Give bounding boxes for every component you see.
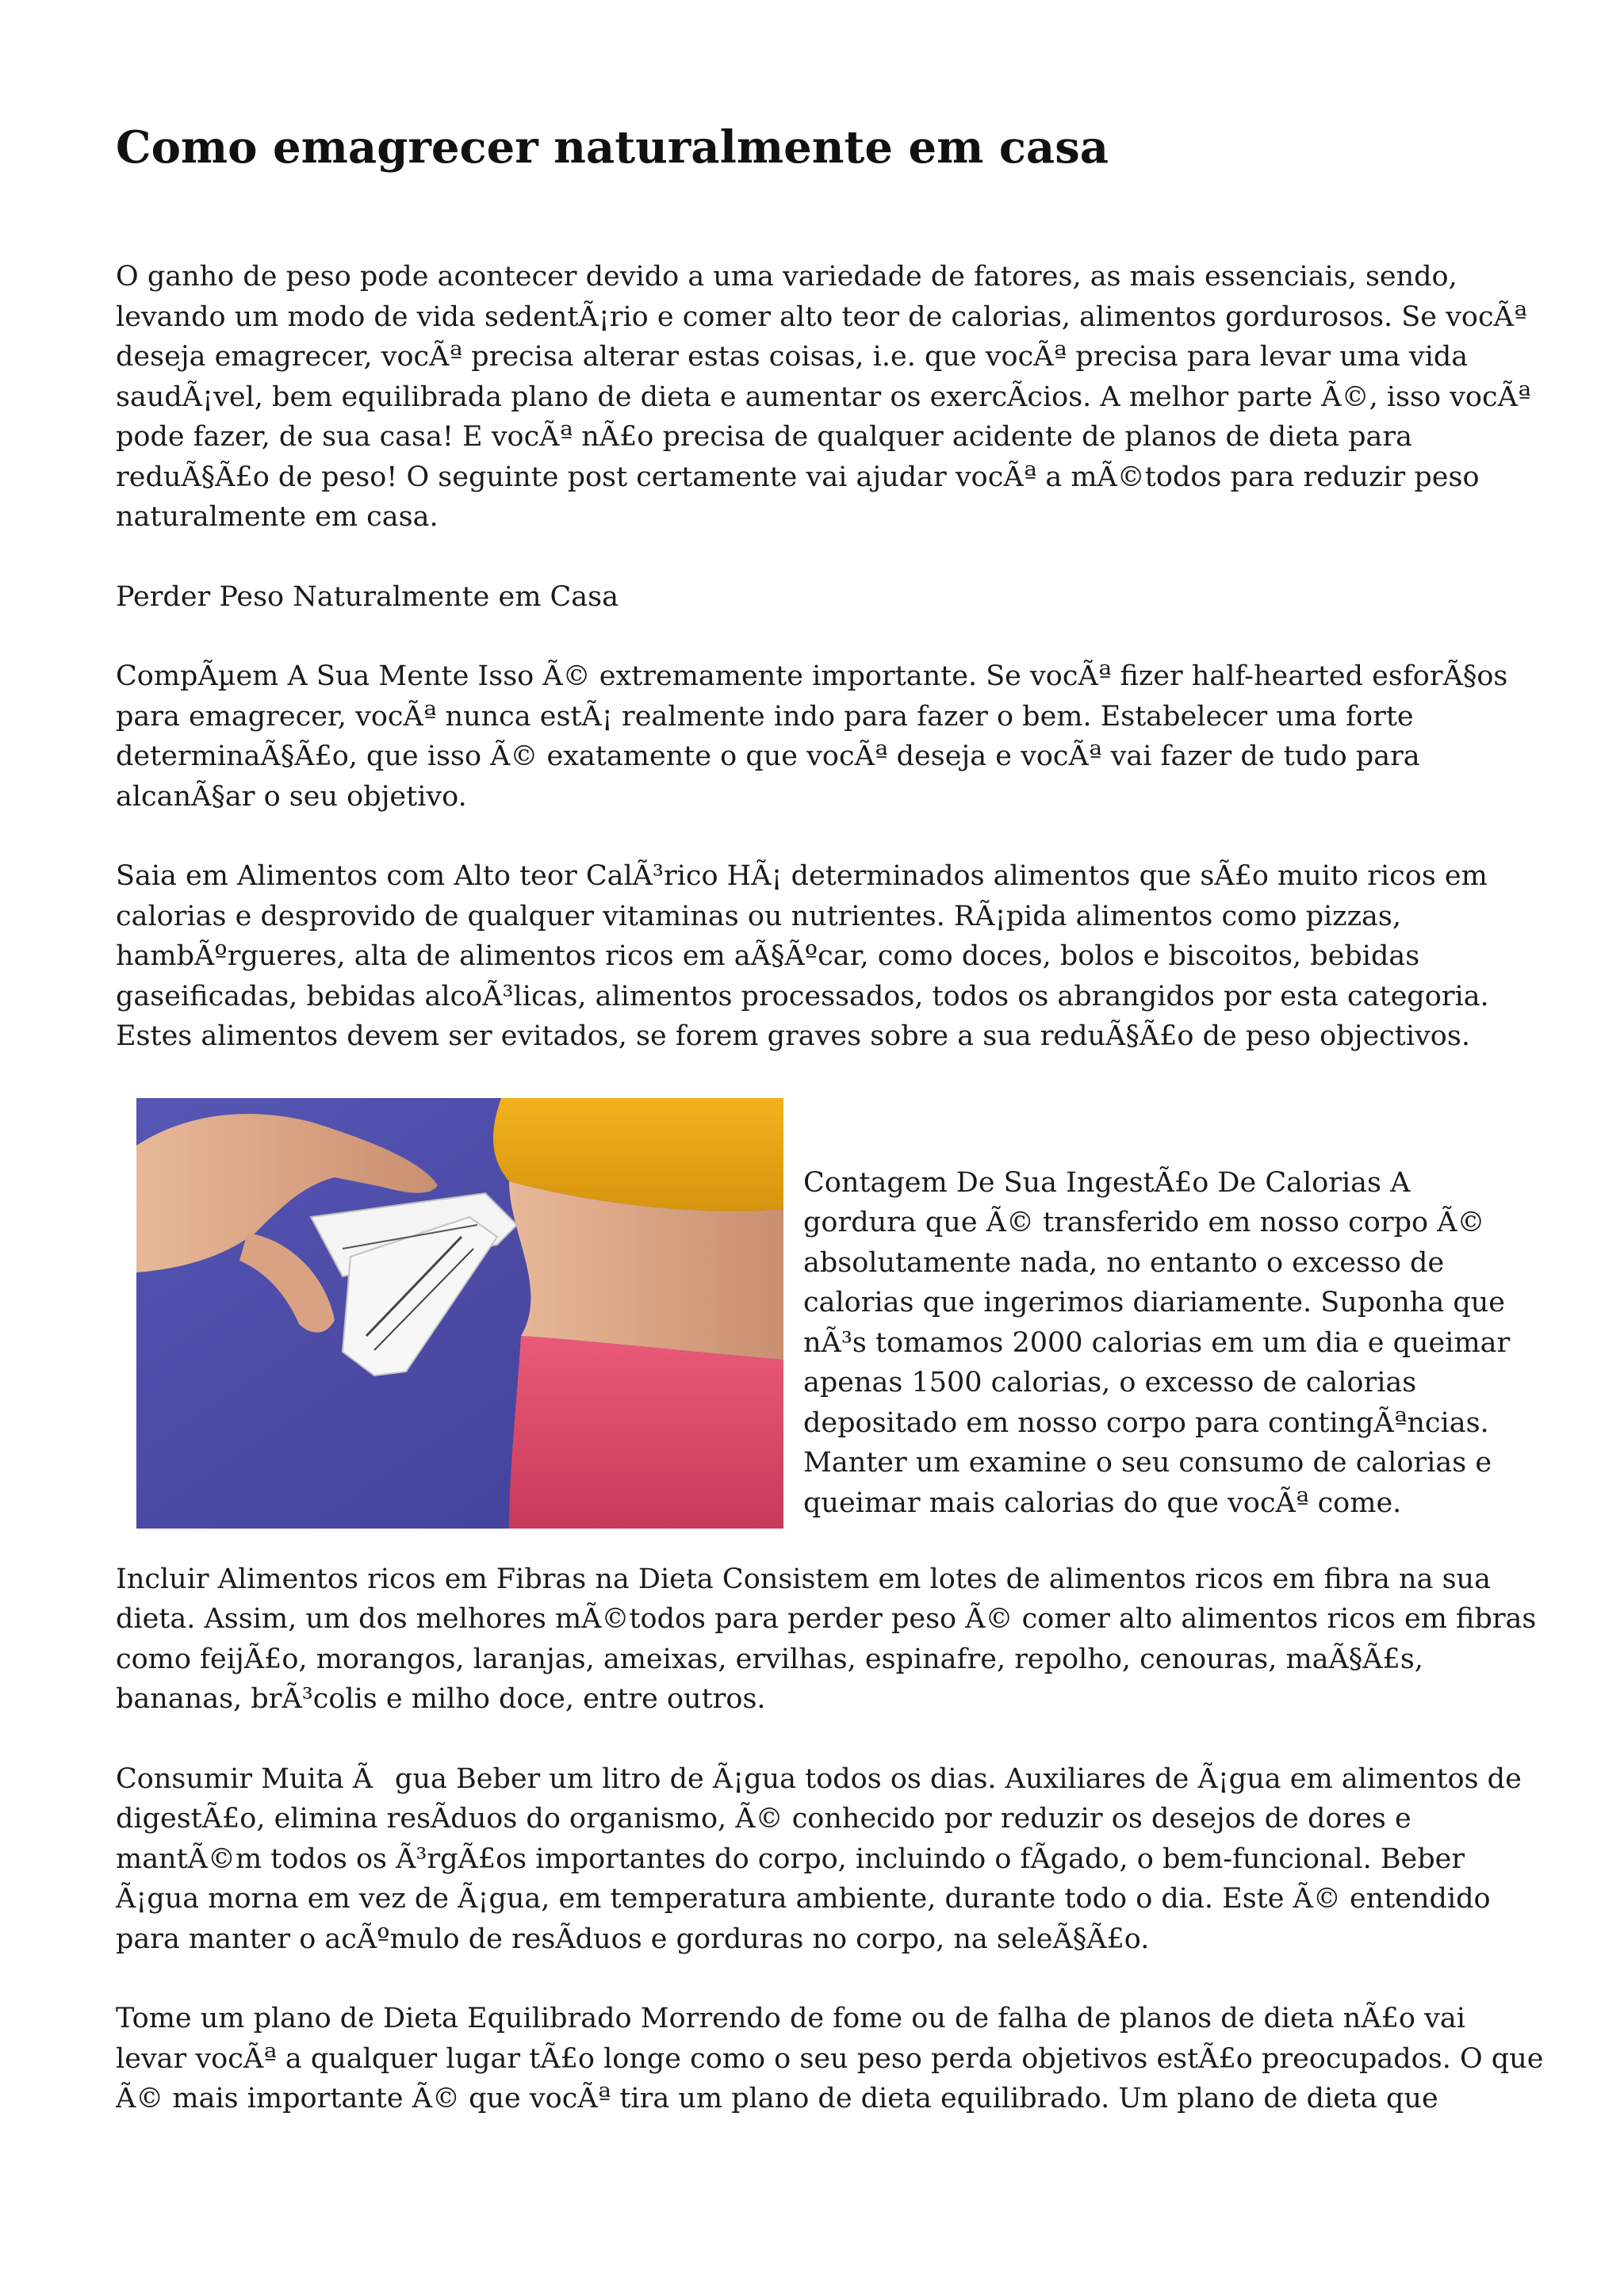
text-line: apenas 1500 calorias, o excesso de calorias: [803, 1367, 1417, 1399]
text-line: naturalmente em casa.: [116, 501, 439, 533]
text-line: absolutamente nada, no entanto o excesso de: [803, 1246, 1445, 1279]
text-line: gordura que Ã© transferido em nosso corpo Ã©: [803, 1207, 1485, 1238]
caliper-photo: [136, 1098, 783, 1529]
text-line: Manter um examine o seu consumo de calorias e: [803, 1447, 1492, 1479]
document-page: [116, 119, 1544, 2119]
intro-paragraph: [116, 257, 1531, 538]
text-line: queimar mais calorias do que vocÃª come.: [803, 1487, 1402, 1519]
text-line: hambÃºrgueres, alta de alimentos ricos em aÃ§Ãºcar, como doces, bolos e biscoitos, bebidas: [116, 940, 1420, 972]
figure-with-text: [116, 1098, 1511, 1542]
text-line: Incluir Alimentos ricos em Fibras na Dieta Consistem em lotes de alimentos ricos em fibra na sua: [116, 1563, 1491, 1595]
text-line: reduÃ§Ã£o de peso! O seguinte post certamente vai ajudar vocÃª a mÃ©todos para reduzir peso: [116, 461, 1480, 493]
text-line: Ã¡gua morna em vez de Ã¡gua, em temperatura ambiente, durante todo o dia. Este Ã© entendido: [116, 1883, 1491, 1915]
diet-paragraph: [116, 1999, 1544, 2119]
caloric-foods-paragraph: [116, 856, 1511, 1057]
text-line: deseja emagrecer, vocÃª precisa alterar estas coisas, i.e. que vocÃª precisa para levar uma vida: [116, 341, 1469, 373]
text-line: levando um modo de vida sedentÃ¡rio e comer alto teor de calorias, alimentos gordurosos. Se vocÃª: [116, 300, 1527, 333]
text-line: Consumir Muita Ãgua Beber um litro de Ã¡gua todos os dias. Auxiliares de Ã¡gua em alimentos de: [116, 1762, 1522, 1795]
text-line: para manter o acÃºmulo de resÃduos e gorduras no corpo, na seleÃ§Ã£o.: [116, 1923, 1150, 1955]
text-line: depositado em nosso corpo para contingÃªncias.: [803, 1406, 1489, 1439]
text-line: para emagrecer, vocÃª nunca estÃ¡ realmente indo para fazer o bem. Estabelecer uma forte: [116, 700, 1414, 733]
text-line: CompÃµem A Sua Mente Isso Ã© extremamente importante. Se vocÃª fizer half-hearted esforÃ§os: [116, 660, 1508, 692]
fiber-paragraph: [116, 1559, 1537, 1720]
mind-paragraph: [116, 656, 1511, 817]
text-line: Ã© mais importante Ã© que vocÃª tira um plano de dieta equilibrado. Um plano de dieta que: [116, 2083, 1438, 2114]
text-line: Tome um plano de Dieta Equilibrado Morrendo de fome ou de falha de planos de dieta nÃ£o vai: [116, 2003, 1465, 2034]
text-line: gaseificadas, bebidas alcoÃ³licas, alimentos processados, todos os abrangidos por esta categoria.: [116, 980, 1489, 1012]
text-line: pode fazer, de sua casa! E vocÃª nÃ£o precisa de qualquer acidente de planos de dieta para: [116, 421, 1412, 453]
text-line: calorias e desprovido de qualquer vitaminas ou nutrientes. RÃ¡pida alimentos como pizzas,: [116, 900, 1402, 932]
text-line: Contagem De Sua IngestÃ£o De Calorias A: [803, 1166, 1411, 1199]
text-line: alcanÃ§ar o seu objetivo.: [116, 780, 467, 813]
text-line: como feijÃ£o, morangos, laranjas, ameixas, ervilhas, espinafre, repolho, cenouras, maÃ§Ã£s,: [116, 1643, 1423, 1675]
text-line: saudÃ¡vel, bem equilibrada plano de dieta e aumentar os exercÃcios. A melhor parte Ã©, isso vocÃª: [116, 381, 1531, 413]
water-paragraph: [116, 1759, 1522, 1960]
text-line: Saia em Alimentos com Alto teor CalÃ³rico HÃ¡ determinados alimentos que sÃ£o muito ricos em: [116, 860, 1488, 892]
text-line: levar vocÃª a qualquer lugar tÃ£o longe como o seu peso perda objetivos estÃ£o preocupados. O que: [116, 2042, 1544, 2075]
text-line: bananas, brÃ³colis e milho doce, entre outros.: [116, 1683, 766, 1715]
article-title: Como emagrecer naturalmente em casa: [116, 121, 1109, 174]
text-line: O ganho de peso pode acontecer devido a uma variedade de fatores, as mais essenciais, sendo,: [116, 261, 1457, 293]
text-line: Estes alimentos devem ser evitados, se forem graves sobre a sua reduÃ§Ã£o de peso objectivos.: [116, 1020, 1470, 1052]
text-line: determinaÃ§Ã£o, que isso Ã© exatamente o que vocÃª deseja e vocÃª vai fazer de tudo para: [116, 740, 1420, 772]
text-line: dieta. Assim, um dos melhores mÃ©todos para perder peso Ã© comer alto alimentos ricos em fibras: [116, 1603, 1537, 1635]
text-line: digestÃ£o, elimina resÃduos do organismo, Ã© conhecido por reduzir os desejos de dores e: [116, 1803, 1411, 1835]
text-line: calorias que ingerimos diariamente. Suponha que: [803, 1287, 1505, 1318]
text-line: mantÃ©m todos os Ã³rgÃ£os importantes do corpo, incluindo o fÃgado, o bem-funcional. Beber: [116, 1843, 1465, 1875]
text-line: nÃ³s tomamos 2000 calorias em um dia e queimar: [803, 1326, 1511, 1359]
section-subheading: Perder Peso Naturalmente em Casa: [116, 580, 619, 613]
calorie-counting-paragraph: [803, 1163, 1510, 1524]
